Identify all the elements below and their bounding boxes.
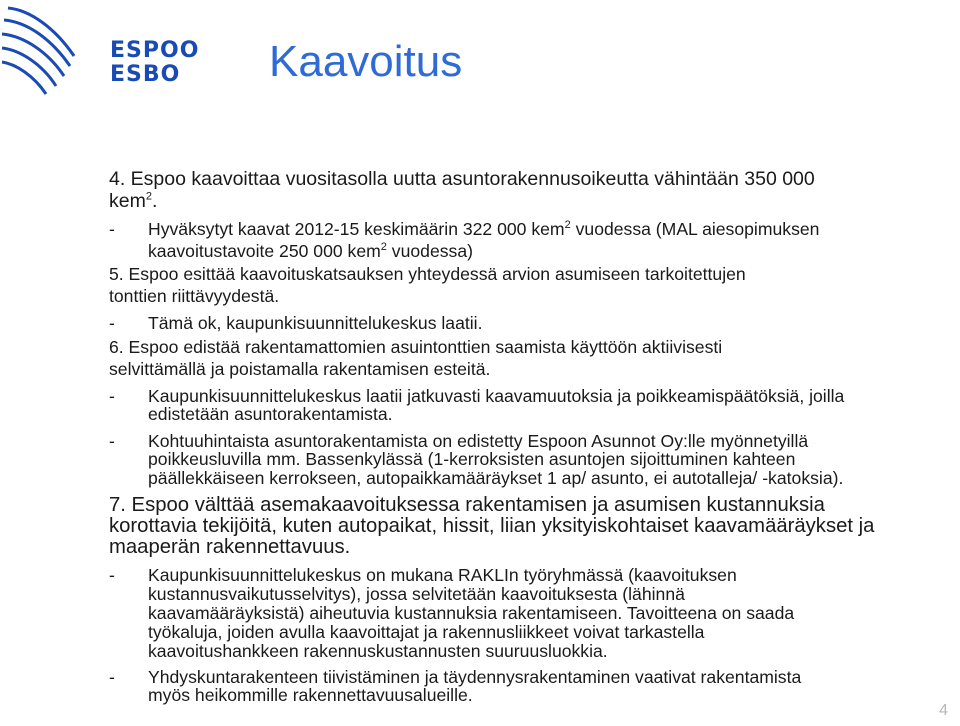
item-4-line-2: kem$^2$. (109, 190, 158, 212)
page-number: 4 (939, 702, 948, 719)
logo-text-esbo: ESBO (110, 62, 181, 87)
item-7-line-2: korottavia tekijöitä, kuten autopaikat, hissit, liian yksityiskohtaiset kaavamääräykset ja (109, 515, 875, 537)
page-title: Kaavoitus (269, 37, 463, 86)
item-5-line-1: 5. Espoo esittää kaavoituskatsauksen yhteydessä arvion asumiseen tarkoitettujen (109, 264, 746, 284)
logo-curves-icon (0, 0, 110, 100)
item-7-line-3: maaperän rakennettavuus. (109, 536, 351, 558)
logo-text-espoo: ESPOO (110, 38, 200, 63)
item-6-line-2: selvittämällä ja poistamalla rakentamisen esteitä. (109, 359, 491, 379)
item-5-line-2: tonttien riittävyydestä. (109, 286, 280, 306)
item-4-line-1: 4. Espoo kaavoittaa vuositasolla uutta asuntorakennusoikeutta vähintään 350 000 (109, 168, 815, 190)
item-7-line-1: 7. Espoo välttää asemakaavoituksessa rakentamisen ja asumisen kustannuksia (109, 494, 825, 516)
item-6-line-1: 6. Espoo edistää rakentamattomien asuintonttien saamista käyttöön aktiivisesti (109, 337, 723, 357)
espoo-logo (0, 0, 200, 100)
